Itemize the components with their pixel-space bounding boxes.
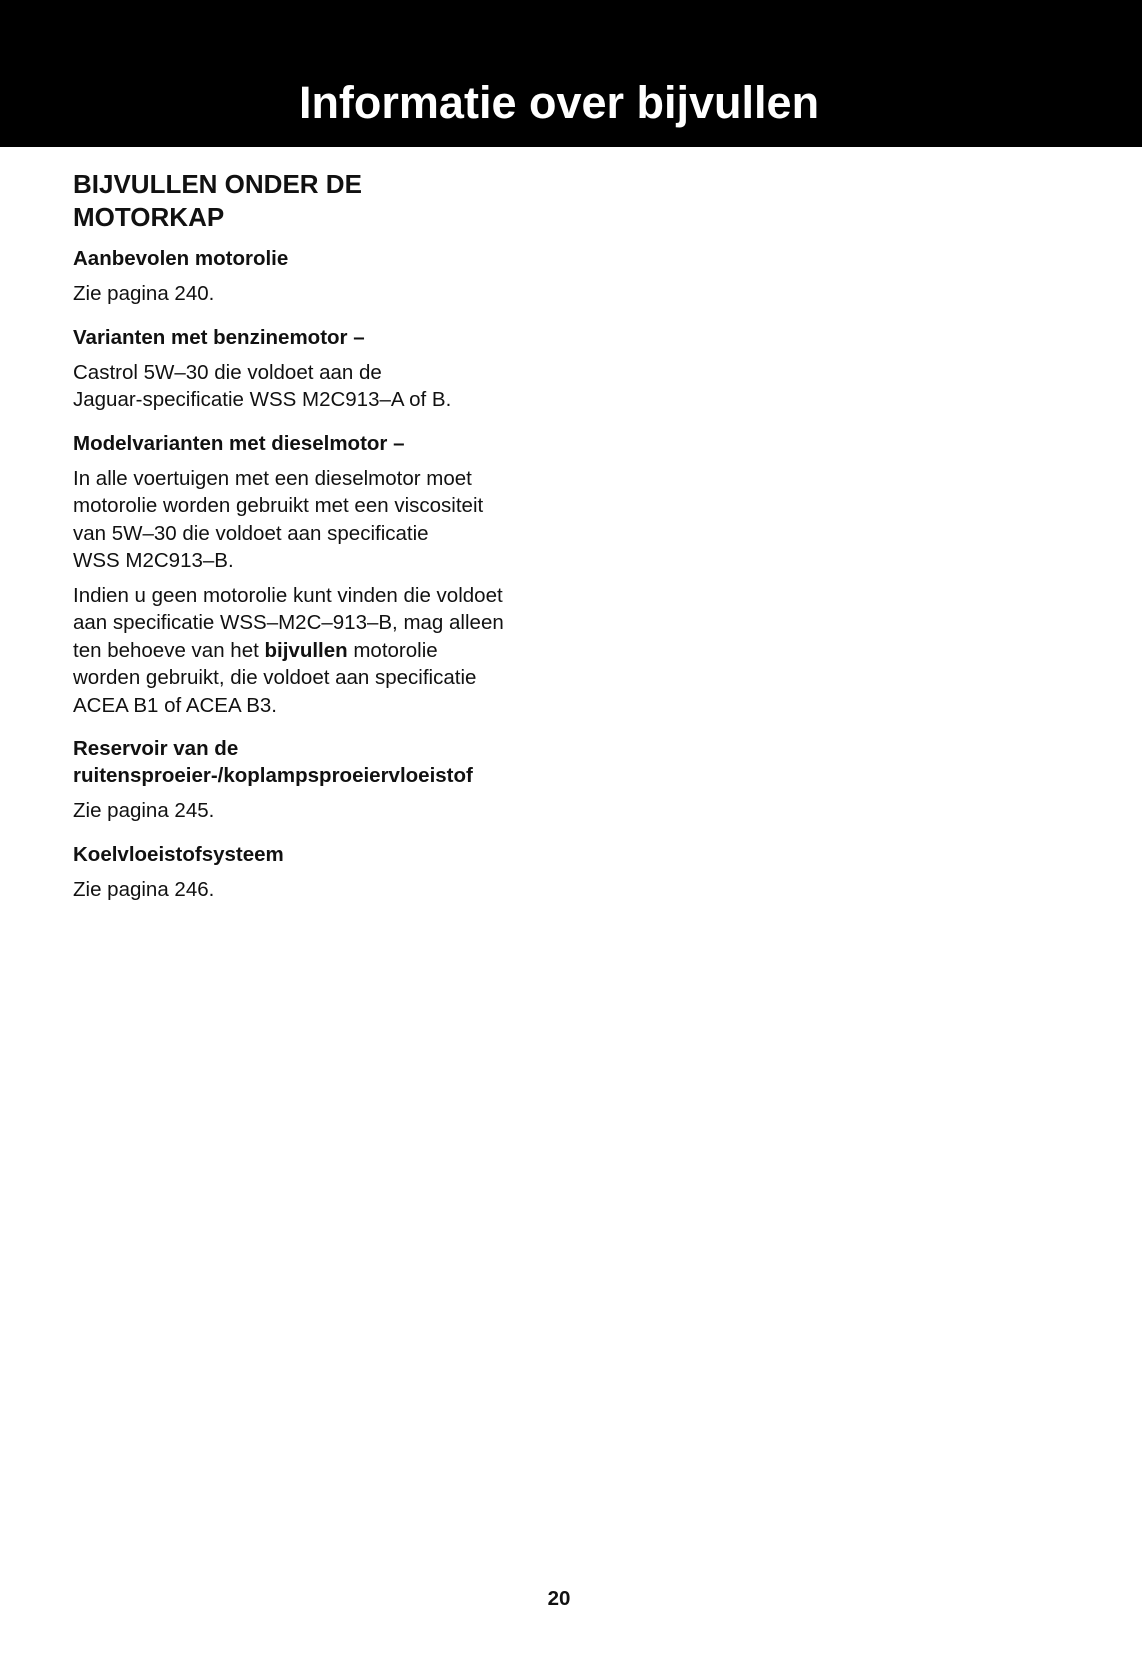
diesel-heading: Modelvarianten met dieselmotor – [73, 431, 405, 455]
oil-reference: Zie pagina 240. [73, 282, 215, 305]
emphasis-bijvullen: bijvullen [264, 638, 348, 662]
diesel-line-post: motorolie [353, 638, 438, 662]
petrol-line: Castrol 5W–30 die voldoet aan de [73, 360, 382, 384]
main-content [73, 168, 543, 919]
petrol-heading: Varianten met benzinemotor – [73, 325, 365, 349]
oil-heading: Aanbevolen motorolie [73, 247, 289, 270]
diesel-line: Indien u geen motorolie kunt vinden die voldoet [73, 583, 503, 607]
section-heading-line1: BIJVULLEN ONDER DE [73, 169, 362, 199]
page-title: Informatie over bijvullen [298, 77, 820, 128]
page-number: 20 [547, 1587, 571, 1610]
washer-heading-line2: ruitensproeier-/koplampsproeiervloeistof [73, 764, 473, 787]
petrol-line: Jaguar-specificatie WSS M2C913–A of B. [73, 388, 452, 411]
washer-reference: Zie pagina 245. [73, 799, 215, 822]
coolant-heading: Koelvloeistofsysteem [73, 842, 284, 866]
petrol-text [73, 359, 543, 414]
diesel-line: ACEA B1 of ACEA B3. [73, 693, 277, 717]
header-band [0, 0, 1142, 147]
diesel-line: van 5W–30 die voldoet aan specificatie [73, 521, 429, 545]
coolant-reference: Zie pagina 246. [73, 877, 215, 901]
diesel-paragraph-1 [73, 465, 543, 575]
diesel-line: worden gebruikt, die voldoet aan specificatie [73, 666, 477, 689]
diesel-line-pre: ten behoeve van het [73, 638, 259, 662]
diesel-line: In alle voertuigen met een dieselmotor moet [73, 466, 472, 490]
diesel-line: WSS M2C913–B. [73, 549, 234, 572]
washer-heading [73, 735, 543, 789]
diesel-paragraph-2 [73, 582, 543, 720]
washer-heading-line1: Reservoir van de [73, 737, 239, 760]
section-heading-line2: MOTORKAP [73, 202, 225, 232]
diesel-line: aan specificatie WSS–M2C–913–B, mag alleen [73, 611, 504, 634]
section-heading [73, 168, 543, 234]
diesel-line: motorolie worden gebruikt met een viscositeit [73, 494, 484, 517]
